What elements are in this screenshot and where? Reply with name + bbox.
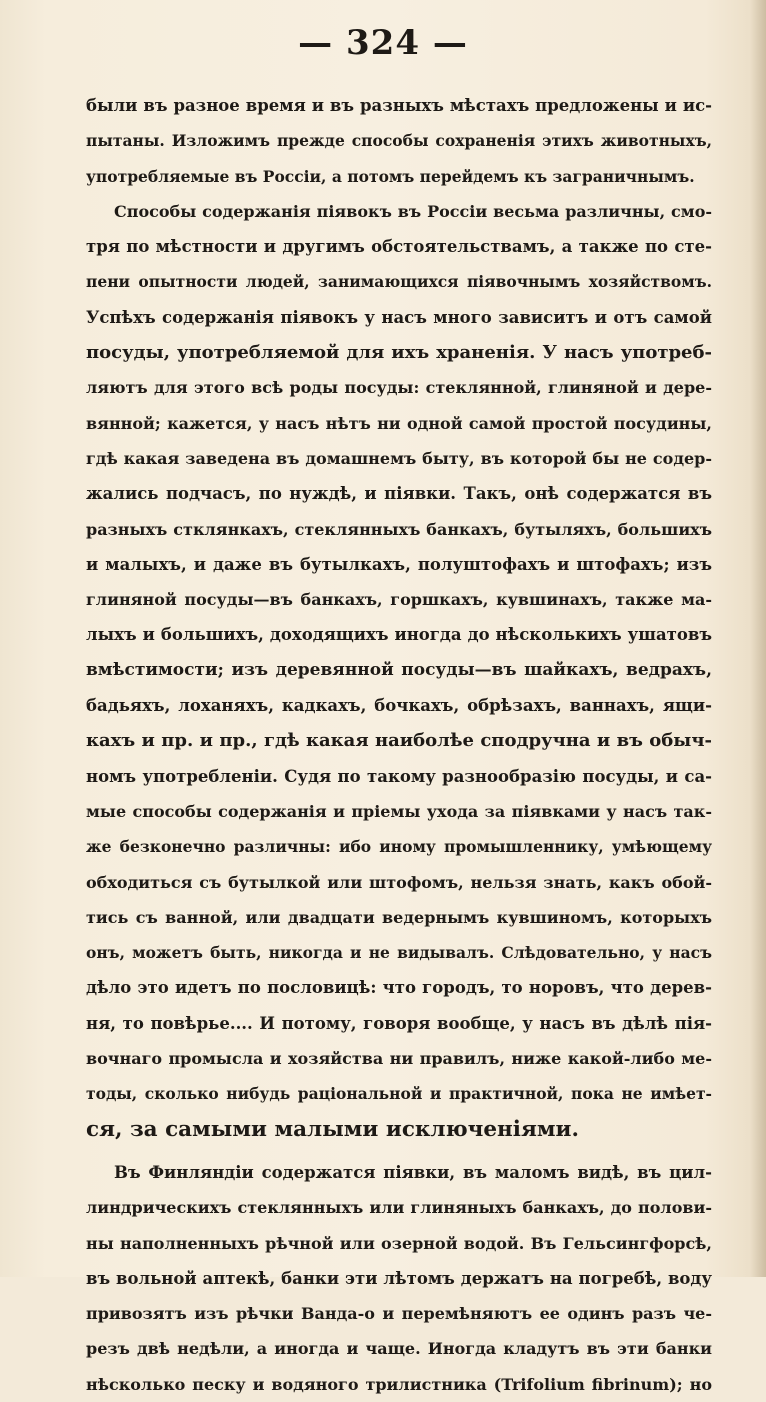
paragraph [86, 1155, 712, 1402]
text-line: номъ употребленіи. Судя по такому разнообразію посуды, и са- [86, 766, 712, 786]
text-line: посуды, употребляемой для ихъ храненія. У насъ употреб- [86, 342, 712, 364]
text-line: вмѣстимости; изъ деревянной посуды—въ шайкахъ, ведрахъ, [86, 659, 712, 680]
text-line: лыхъ и большихъ, доходящихъ иногда до нѣсколькихъ ушатовъ [86, 625, 712, 645]
page-number: — 324 — [298, 23, 468, 63]
text-line: ся, за самыми малыми исключеніями. [86, 1116, 579, 1142]
text-line: нѣсколько песку и водяного трилистника (Trifolium fibrinum); но [86, 1374, 712, 1394]
text-line: обходиться съ бутылкой или штофомъ, нельзя знать, какъ обой- [86, 872, 712, 892]
text-line: мые способы содержанія и пріемы ухода за піявками у насъ так- [86, 801, 712, 821]
paragraph [86, 88, 712, 194]
text-line: резъ двѣ недѣли, а иногда и чаще. Иногда кладутъ въ эти банки [86, 1339, 712, 1359]
text-line: пытаны. Изложимъ прежде способы сохраненія этихъ животныхъ, [86, 131, 712, 151]
text-line: ны наполненныхъ рѣчной или озерной водой. Въ Гельсингфорсѣ, [86, 1233, 712, 1253]
page-edge-shadow [750, 0, 766, 1277]
text-line: тоды, сколько нибудь раціональной и практичной, пока не имѣет- [86, 1084, 712, 1104]
text-line: Способы содержанія піявокъ въ Россіи весьма различны, смо- [114, 201, 712, 221]
text-line: жались подчасъ, по нуждѣ, и піявки. Такъ, онѣ содержатся въ [86, 484, 712, 504]
text-line: ляютъ для этого всѣ роды посуды: стеклянной, глиняной и дере- [86, 378, 712, 398]
text-line: кахъ и пр. и пр., гдѣ какая наиболѣе сподручна и въ обыч- [86, 730, 712, 752]
text-line: дѣло это идетъ по пословицѣ: что городъ, то норовъ, что дерев- [86, 978, 712, 998]
text-line: онъ, можетъ быть, никогда и не видывалъ. Слѣдовательно, у насъ [86, 943, 712, 963]
text-line: линдрическихъ стеклянныхъ или глиняныхъ банкахъ, до полови- [86, 1198, 712, 1218]
text-line: вянной; кажется, у насъ нѣтъ ни одной самой простой посудины, [86, 413, 712, 433]
text-line: разныхъ стклянкахъ, стеклянныхъ банкахъ, бутыляхъ, большихъ [86, 519, 712, 539]
paragraph [86, 194, 712, 1147]
text-line: ня, то повѣрье.... И потому, говоря вообще, у насъ въ дѣлѣ пія- [86, 1013, 712, 1033]
paragraph-gap [86, 1147, 712, 1155]
text-line: и малыхъ, и даже въ бутылкахъ, полуштофахъ и штофахъ; изъ [86, 554, 712, 574]
text-line: тись съ ванной, или двадцати ведернымъ кувшиномъ, которыхъ [86, 907, 712, 927]
text-line: Успѣхъ содержанія піявокъ у насъ много зависитъ и отъ самой [86, 307, 712, 327]
text-line: глиняной посуды—въ банкахъ, горшкахъ, кувшинахъ, также ма- [86, 590, 712, 610]
text-line: же безконечно различны: ибо иному промышленнику, умѣющему [86, 837, 712, 857]
text-line: вочнаго промысла и хозяйства ни правилъ, ниже какой-либо ме- [86, 1049, 712, 1069]
text-column [86, 88, 712, 1402]
text-line: тря по мѣстности и другимъ обстоятельствамъ, а также по сте- [86, 237, 712, 257]
text-line: употребляемые въ Россіи, а потомъ перейдемъ къ заграничнымъ. [86, 166, 695, 186]
text-line: пени опытности людей, занимающихся піявочнымъ хозяйствомъ. [86, 272, 712, 292]
text-line: бадьяхъ, лоханяхъ, кадкахъ, бочкахъ, обрѣзахъ, ваннахъ, ящи- [86, 696, 712, 716]
text-line: привозятъ изъ рѣчки Ванда-о и перемѣняютъ ее одинъ разъ че- [86, 1304, 712, 1324]
text-line: въ вольной аптекѣ, банки эти лѣтомъ держатъ на погребѣ, воду [86, 1268, 712, 1288]
text-line: были въ разное время и въ разныхъ мѣстахъ предложены и ис- [86, 96, 712, 115]
text-line: гдѣ какая заведена въ домашнемъ быту, въ которой бы не содер- [86, 448, 712, 468]
text-line: Въ Финляндіи содержатся піявки, въ маломъ видѣ, въ цил- [114, 1162, 712, 1182]
